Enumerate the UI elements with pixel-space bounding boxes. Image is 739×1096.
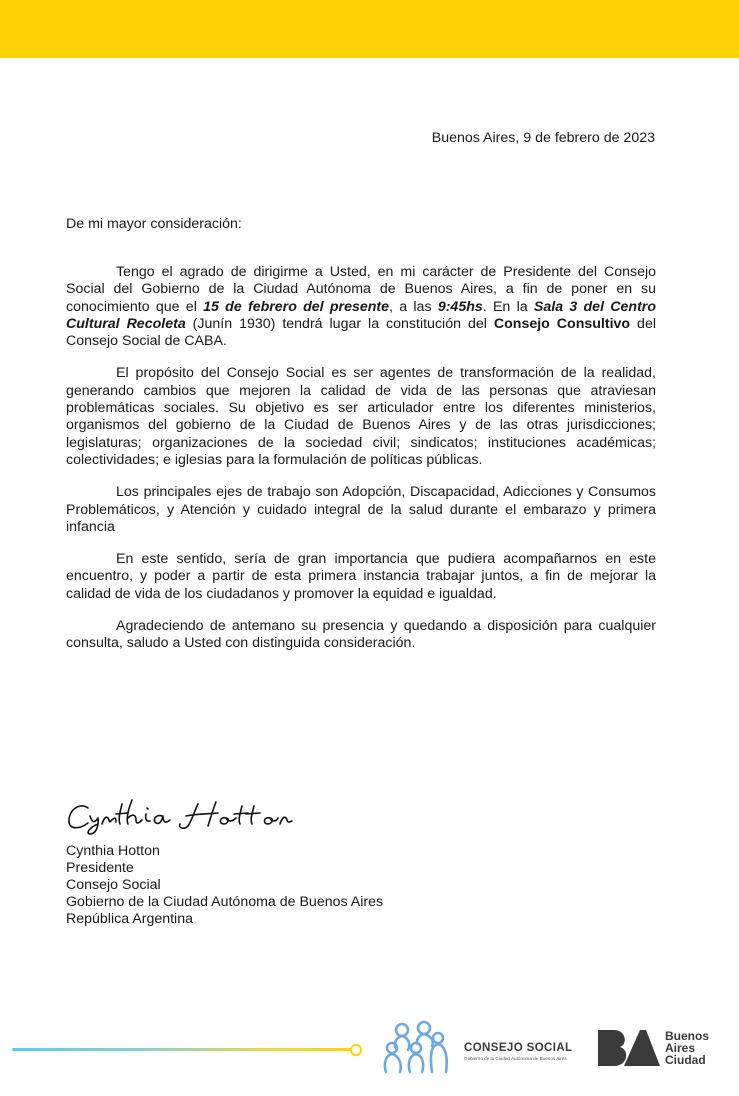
p1-venue-bold-text: Sala 3 del Centro Cultural Recoleta [66,298,656,332]
ba-line-2: Aires [665,1041,696,1055]
header-yellow-band [0,0,739,58]
p1-text-3: . En la [482,298,534,315]
handwritten-signature [66,796,306,836]
paragraph-2: El propósito del Consejo Social es ser agentes de transformación de la realidad, generando cambios que mejoren la calidad de vida de las personas que atraviesan problemáticas sociales. Su objetivo es ser articulador entre los diferentes ministerios, organismos del gobierno de la Ciudad de Buenos Aires y de las otras jurisdicciones; legislaturas; organizaciones de la sociedad civil; sindicatos; instituciones académicas; colectividades; e iglesias para la formulación de políticas públicas. [66,365,656,468]
p1-date-bold [203,299,389,315]
ba-wordmark [665,1030,709,1066]
paragraph-5: Agradeciendo de antemano su presencia y quedando a disposición para cualquier consulta, saludo a Usted con distinguida consideración. [66,618,656,652]
consejo-social-title: CONSEJO SOCIAL [464,1042,573,1054]
p1-time-bold [438,299,483,315]
p1-date-bold-text: 15 de febrero del presente [203,298,390,315]
ba-logo-icon [596,1028,662,1068]
p1-time-bold-text: 9:45hs [437,298,483,315]
paragraph-1 [66,264,656,350]
p1-text-1: Tengo el agrado de dirigirme a Usted, en mi carácter de Presidente del Consejo Social del Gobierno de la Ciudad Autónoma de Buenos Aires, a fin de poner en su conocimiento que el [66,264,656,315]
ba-line-3: Ciudad [665,1053,706,1067]
ba-line-1: Buenos [665,1029,710,1043]
consejo-social-people-icon [380,1018,460,1076]
letter-body [66,264,656,653]
p1-consejo-bold: Consejo Consultivo [493,315,631,332]
signer-country: República Argentina [66,911,193,927]
letter-date: Buenos Aires, 9 de febrero de 2023 [431,130,655,146]
p1-text-2: , a las [389,298,438,315]
p1-text-4: (Junín 1930) tendrá lugar la constitución del [185,315,494,332]
paragraph-3: Los principales ejes de trabajo son Adopción, Discapacidad, Adicciones y Consumos Problemáticos, y Atención y cuidado integral de la salud durante el embarazo y primera infancia [66,484,656,535]
signer-government: Gobierno de la Ciudad Autónoma de Buenos Aires [66,894,384,910]
consejo-social-subtitle: Gobierno de la Ciudad Autónoma de Buenos Aires [464,1056,567,1061]
signature-block [66,843,383,928]
footer-gradient-line [12,1048,360,1052]
signer-organization: Consejo Social [66,877,161,893]
salutation: De mi mayor consideración: [66,216,242,232]
signer-name: Cynthia Hotton [66,843,160,859]
p1-text-5: del Consejo Social de CABA. [66,315,656,350]
signer-role: Presidente [66,860,134,876]
footer-gradient-bar [12,1048,352,1051]
paragraph-4: En este sentido, sería de gran importancia que pudiera acompañarnos en este encuentro, y poder a partir de esta primera instancia trabajar juntos, a fin de mejorar la calidad de vida de los ciudadanos y promover la equidad e igualdad. [66,551,656,602]
footer-line-end-dot [350,1044,362,1056]
